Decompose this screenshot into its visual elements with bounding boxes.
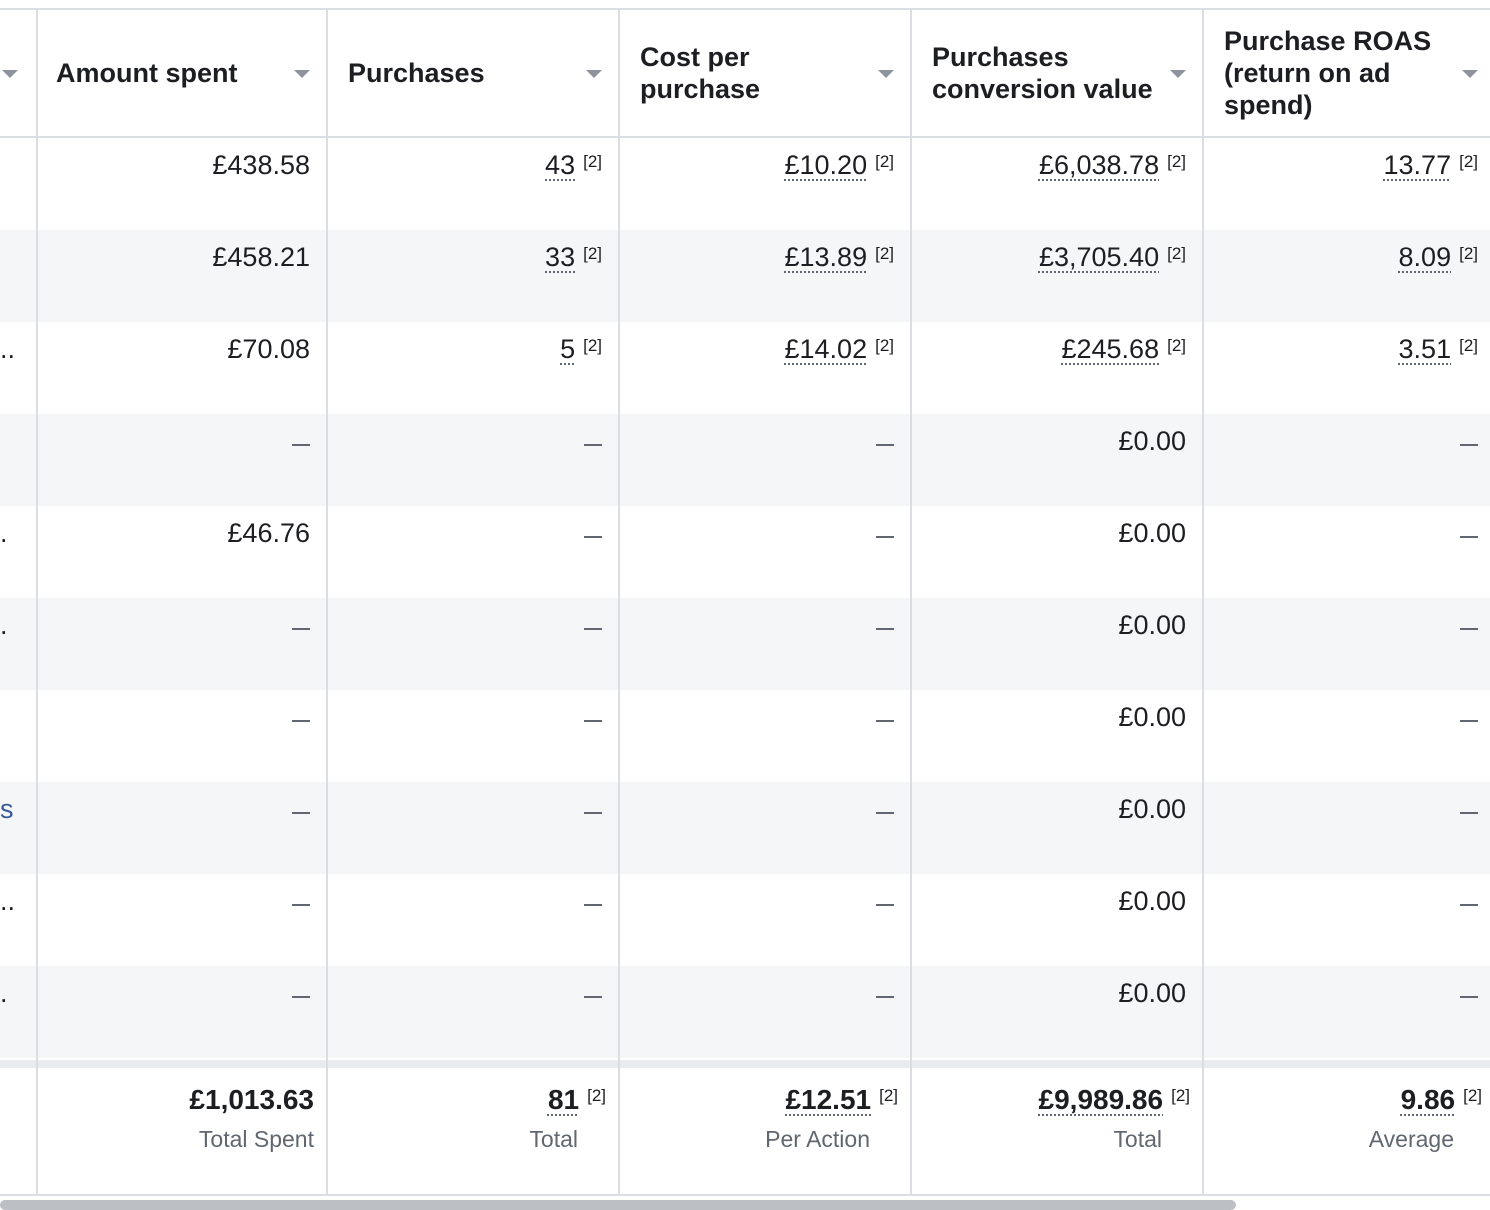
footnote-marker[interactable]: [2] <box>879 1086 898 1105</box>
total-value[interactable]: 81 <box>547 1084 580 1115</box>
cell-cpp <box>620 230 894 322</box>
cell-roas <box>1204 322 1478 414</box>
empty-dash-icon <box>292 444 310 446</box>
footnote-marker[interactable]: [2] <box>587 1086 606 1105</box>
footnote-marker[interactable]: [2] <box>583 244 602 263</box>
empty-dash-icon <box>1460 904 1478 906</box>
empty-dash-icon <box>1460 444 1478 446</box>
empty-dash-icon <box>876 628 894 630</box>
cell-value[interactable]: £3,705.40 <box>1038 242 1160 272</box>
total-value[interactable]: £9,989.86 <box>1038 1084 1164 1115</box>
cell-purchases <box>328 598 602 690</box>
chevron-down-icon[interactable] <box>1170 70 1186 78</box>
cell-amount <box>36 414 310 506</box>
total-cost-per-purchase <box>620 1068 898 1194</box>
chevron-down-icon[interactable] <box>586 70 602 78</box>
cell-conv <box>912 690 1186 782</box>
empty-dash-icon <box>584 444 602 446</box>
cell-conv <box>912 230 1186 322</box>
footnote-marker[interactable]: [2] <box>1459 152 1478 171</box>
footnote-marker[interactable]: [2] <box>583 152 602 171</box>
cell-cpp <box>620 322 894 414</box>
column-divider[interactable] <box>910 10 912 1196</box>
cell-purchases <box>328 506 602 598</box>
empty-dash-icon <box>584 720 602 722</box>
cell-purchases <box>328 874 602 966</box>
empty-dash-icon <box>584 628 602 630</box>
total-caption: Total <box>1113 1126 1162 1152</box>
cell-roas <box>1204 138 1478 230</box>
cell-value: £438.58 <box>212 150 310 180</box>
total-roas <box>1204 1068 1482 1194</box>
empty-dash-icon <box>584 996 602 998</box>
row-name-truncated: . <box>0 610 8 640</box>
cell-value[interactable]: 13.77 <box>1383 150 1452 180</box>
column-header-label: Cost per purchase <box>640 42 761 104</box>
cell-value[interactable]: 5 <box>560 334 576 364</box>
row-name-truncated: .. <box>0 334 16 364</box>
empty-dash-icon <box>1460 536 1478 538</box>
cell-purchases <box>328 690 602 782</box>
cell-conv <box>912 322 1186 414</box>
column-divider[interactable] <box>1202 10 1204 1196</box>
cell-value: £70.08 <box>227 334 310 364</box>
table-row[interactable] <box>0 138 1490 230</box>
chevron-down-icon[interactable] <box>2 70 18 78</box>
cell-value: £0.00 <box>1118 794 1186 824</box>
footnote-marker[interactable]: [2] <box>1459 244 1478 263</box>
cell-value[interactable]: 33 <box>545 242 576 272</box>
table-row[interactable] <box>0 414 1490 506</box>
footnote-marker[interactable]: [2] <box>1167 336 1186 355</box>
empty-dash-icon <box>292 812 310 814</box>
footnote-marker[interactable]: [2] <box>1459 336 1478 355</box>
total-caption: Total Spent <box>198 1126 314 1152</box>
cell-amount <box>36 966 310 1058</box>
table-bottom-border <box>0 1194 1490 1196</box>
cell-purchases <box>328 414 602 506</box>
cell-purchases <box>328 966 602 1058</box>
cell-cpp <box>620 966 894 1058</box>
cell-value: £0.00 <box>1118 702 1186 732</box>
footnote-marker[interactable]: [2] <box>875 336 894 355</box>
empty-dash-icon <box>292 628 310 630</box>
cell-cpp <box>620 414 894 506</box>
empty-dash-icon <box>876 536 894 538</box>
cell-value[interactable]: 43 <box>545 150 576 180</box>
total-value[interactable]: 9.86 <box>1400 1084 1456 1115</box>
footnote-marker[interactable]: [2] <box>1167 244 1186 263</box>
empty-dash-icon <box>1460 628 1478 630</box>
cell-value[interactable]: 8.09 <box>1398 242 1452 272</box>
column-divider[interactable] <box>326 10 328 1196</box>
table-row[interactable] <box>0 506 1490 598</box>
cell-cpp <box>620 598 894 690</box>
empty-dash-icon <box>876 904 894 906</box>
cell-purchases <box>328 138 602 230</box>
total-caption: Average <box>1368 1126 1454 1152</box>
cell-cpp <box>620 782 894 874</box>
cell-value[interactable]: £13.89 <box>784 242 868 272</box>
cell-amount <box>36 598 310 690</box>
table-row[interactable] <box>0 690 1490 782</box>
empty-dash-icon <box>1460 720 1478 722</box>
empty-dash-icon <box>292 904 310 906</box>
footnote-marker[interactable]: [2] <box>875 244 894 263</box>
total-value[interactable]: £12.51 <box>785 1084 872 1115</box>
total-purchases <box>328 1068 606 1194</box>
cell-roas <box>1204 966 1478 1058</box>
cell-conv <box>912 138 1186 230</box>
total-conversion-value <box>912 1068 1190 1194</box>
cell-cpp <box>620 690 894 782</box>
empty-dash-icon <box>876 720 894 722</box>
table-header <box>0 10 1490 136</box>
footnote-marker[interactable]: [2] <box>1167 152 1186 171</box>
table-row[interactable] <box>0 598 1490 690</box>
cell-conv <box>912 414 1186 506</box>
empty-dash-icon <box>876 996 894 998</box>
cell-value[interactable]: £245.68 <box>1061 334 1160 364</box>
empty-dash-icon <box>1460 812 1478 814</box>
column-header-cost-per-purchase[interactable] <box>620 10 850 136</box>
column-divider[interactable] <box>36 10 38 1196</box>
row-name-truncated: .. <box>0 886 16 916</box>
cell-conv <box>912 506 1186 598</box>
cell-value: £46.76 <box>227 518 310 548</box>
cell-purchases <box>328 322 602 414</box>
cell-cpp <box>620 506 894 598</box>
empty-dash-icon <box>584 812 602 814</box>
column-header-label: Purchase ROAS (return on ad spend) <box>1224 26 1432 120</box>
cell-value[interactable]: £10.20 <box>784 150 868 180</box>
cell-amount <box>36 322 310 414</box>
empty-dash-icon <box>292 720 310 722</box>
chevron-down-icon[interactable] <box>1462 70 1478 78</box>
column-header-label: Purchases <box>348 58 485 88</box>
cell-roas <box>1204 782 1478 874</box>
footnote-marker[interactable]: [2] <box>1463 1086 1482 1105</box>
row-name-truncated[interactable]: s <box>0 794 14 824</box>
column-header-amount-spent[interactable] <box>36 10 326 136</box>
empty-dash-icon <box>876 444 894 446</box>
cell-amount <box>36 138 310 230</box>
cell-amount <box>36 230 310 322</box>
empty-dash-icon <box>1460 996 1478 998</box>
cell-conv <box>912 598 1186 690</box>
column-header-purchases[interactable] <box>328 10 618 136</box>
cell-roas <box>1204 414 1478 506</box>
table-row[interactable] <box>0 230 1490 322</box>
footnote-marker[interactable]: [2] <box>875 152 894 171</box>
column-divider[interactable] <box>618 10 620 1196</box>
cell-roas <box>1204 598 1478 690</box>
empty-dash-icon <box>876 812 894 814</box>
chevron-down-icon[interactable] <box>878 70 894 78</box>
cell-purchases <box>328 782 602 874</box>
cell-amount <box>36 506 310 598</box>
row-name-truncated: . <box>0 978 8 1008</box>
footnote-marker[interactable]: [2] <box>583 336 602 355</box>
cell-value[interactable]: 3.51 <box>1398 334 1452 364</box>
cell-value: £0.00 <box>1118 978 1186 1008</box>
cell-value: £0.00 <box>1118 518 1186 548</box>
cell-conv <box>912 782 1186 874</box>
cell-value: £0.00 <box>1118 886 1186 916</box>
table-row[interactable] <box>0 874 1490 966</box>
cell-value[interactable]: £14.02 <box>784 334 868 364</box>
column-header-label: Purchases conversion value <box>932 42 1153 104</box>
total-amount-spent <box>36 1068 314 1194</box>
empty-dash-icon <box>584 536 602 538</box>
cell-roas <box>1204 874 1478 966</box>
row-name-truncated: . <box>0 518 8 548</box>
cell-cpp <box>620 138 894 230</box>
cell-amount <box>36 874 310 966</box>
horizontal-scrollbar[interactable] <box>0 1200 1236 1210</box>
cell-roas <box>1204 230 1478 322</box>
cell-purchases <box>328 230 602 322</box>
cell-value: £0.00 <box>1118 426 1186 456</box>
cell-amount <box>36 782 310 874</box>
total-value: £1,013.63 <box>189 1084 314 1115</box>
chevron-down-icon[interactable] <box>294 70 310 78</box>
cell-conv <box>912 874 1186 966</box>
footnote-marker[interactable]: [2] <box>1171 1086 1190 1105</box>
column-header-label: Amount spent <box>56 58 238 88</box>
column-header-purchases-conversion-value[interactable] <box>912 10 1162 136</box>
cell-value: £458.21 <box>212 242 310 272</box>
total-caption: Total <box>529 1126 578 1152</box>
column-header-purchase-roas[interactable] <box>1204 10 1444 136</box>
cell-amount <box>36 690 310 782</box>
cell-value[interactable]: £6,038.78 <box>1038 150 1160 180</box>
empty-dash-icon <box>292 996 310 998</box>
totals-divider <box>0 1060 1490 1068</box>
cell-roas <box>1204 506 1478 598</box>
total-caption: Per Action <box>765 1126 870 1152</box>
table-row[interactable] <box>0 966 1490 1058</box>
cell-roas <box>1204 690 1478 782</box>
totals-row <box>0 1068 1490 1194</box>
table-row[interactable] <box>0 322 1490 414</box>
cell-value: £0.00 <box>1118 610 1186 640</box>
empty-dash-icon <box>584 904 602 906</box>
cell-conv <box>912 966 1186 1058</box>
table-row[interactable] <box>0 782 1490 874</box>
cell-cpp <box>620 874 894 966</box>
